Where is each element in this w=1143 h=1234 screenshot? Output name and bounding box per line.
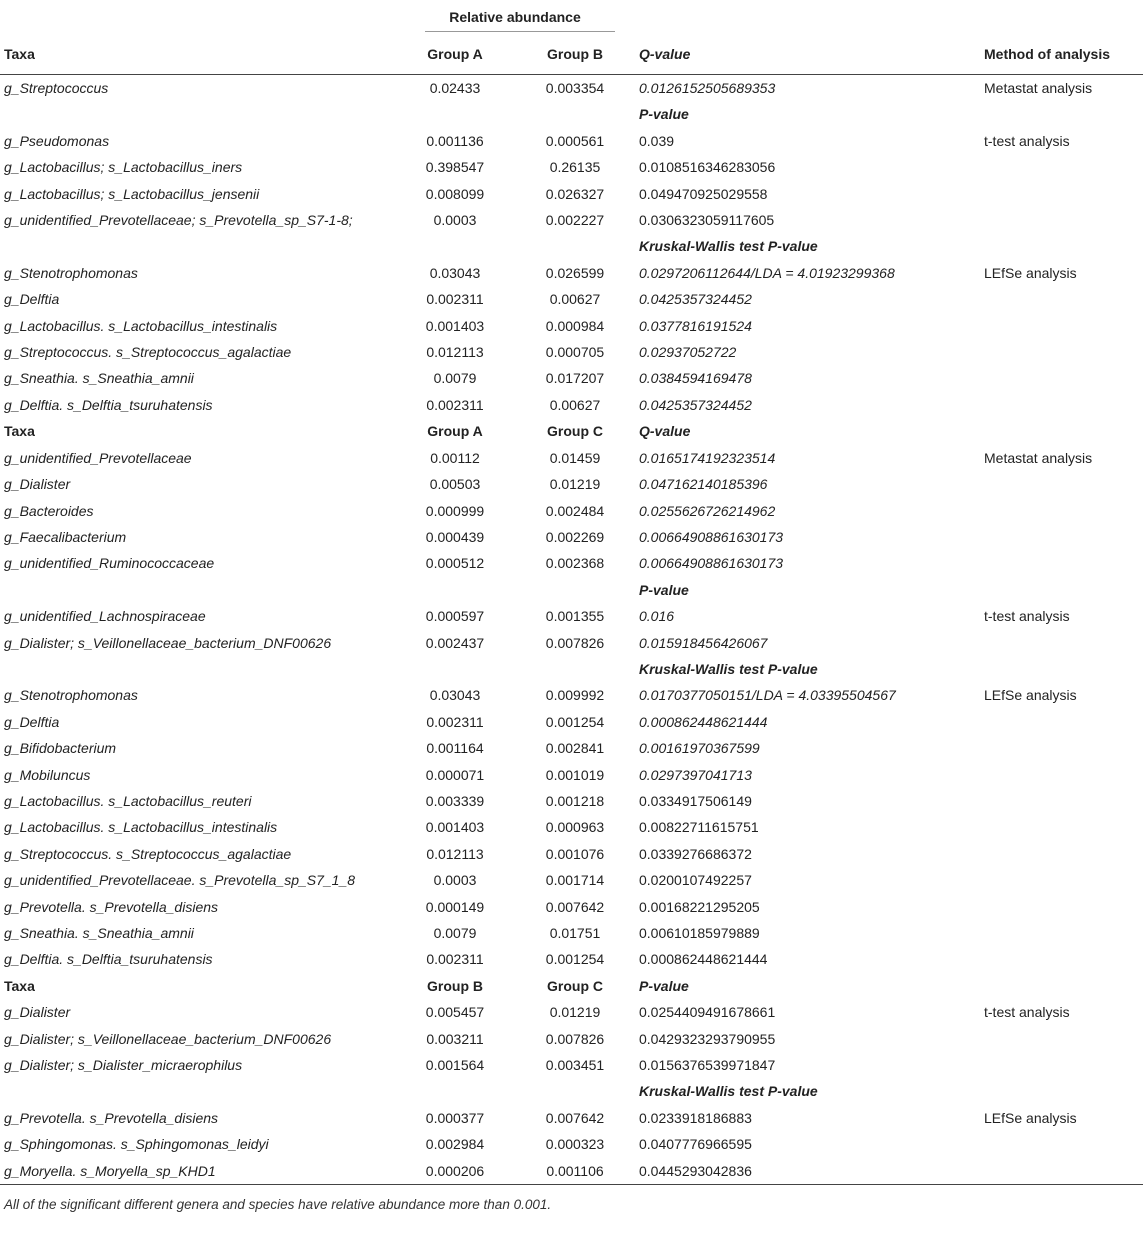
section-header-taxa: Taxa [4, 423, 35, 440]
group-value-cell: 0.003354 [545, 80, 605, 96]
empty-cell [0, 577, 395, 603]
taxa-cell: g_Dialister; s_Veillonellaceae_bacterium_DNF00626 [4, 1030, 332, 1047]
method-cell [980, 471, 1143, 497]
group-value-cell: 0.01751 [549, 925, 601, 941]
table-row [0, 1131, 1143, 1157]
group-value-cell: 0.001019 [545, 766, 605, 783]
group-value-cell: 0.000597 [425, 608, 485, 625]
stat-value-cell: 0.039 [639, 132, 675, 149]
stat-value-cell: 0.0108516346283056 [639, 159, 776, 176]
taxa-cell: g_Moryella. s_Moryella_sp_KHD1 [0, 1158, 395, 1185]
group-value-cell: 0.01219 [549, 1004, 601, 1021]
table-body [0, 75, 1143, 1185]
table-row [0, 260, 1143, 286]
group-value-cell: 0.000071 [425, 766, 485, 783]
taxa-cell: g_Streptococcus [4, 80, 109, 96]
stat-value-cell: 0.049470925029558 [639, 185, 768, 202]
table-row [0, 1052, 1143, 1078]
empty-cell [395, 101, 515, 127]
method-cell [980, 313, 1143, 339]
taxa-cell: g_Sneathia. s_Sneathia_amnii [4, 925, 194, 941]
group-value-cell: 0.026599 [545, 264, 605, 281]
relative-abundance-header: Relative abundance [395, 0, 635, 34]
group-value-cell: 0.001136 [426, 132, 484, 149]
method-cell [980, 1131, 1143, 1157]
method-cell [980, 1158, 1143, 1185]
method-cell: LEfSe analysis [984, 264, 1077, 281]
method-cell: Metastat analysis [984, 449, 1093, 466]
table-row [0, 867, 1143, 893]
group-value-cell: 0.002841 [545, 740, 605, 757]
table-row [0, 498, 1143, 524]
taxa-cell: g_Bacteroides [4, 502, 94, 519]
stat-value-cell: 0.00610185979889 [639, 925, 760, 941]
method-cell: Metastat analysis [984, 80, 1093, 96]
method-cell [980, 181, 1143, 207]
taxa-cell: g_Delftia. s_Delftia_tsuruhatensis [4, 951, 213, 968]
method-cell: t-test analysis [984, 608, 1070, 625]
group-value-cell: 0.026327 [545, 185, 605, 202]
header-underline [425, 31, 615, 32]
stat-value-cell: 0.0407776966595 [639, 1136, 752, 1153]
taxa-cell: g_Delftia [4, 713, 60, 730]
group-value-cell: 0.00627 [549, 396, 601, 413]
method-cell: LEfSe analysis [984, 1109, 1077, 1126]
group-value-cell: 0.000323 [545, 1136, 605, 1153]
taxa-cell: g_unidentified_Ruminococcaceae [4, 555, 215, 572]
group-value-cell: 0.00627 [549, 291, 601, 308]
group-value-cell: 0.007826 [545, 1030, 605, 1047]
empty-cell [0, 656, 395, 682]
table-row [0, 814, 1143, 840]
method-cell [980, 498, 1143, 524]
table-row [0, 181, 1143, 207]
taxa-cell: g_Lactobacillus. s_Lactobacillus_intestinalis [4, 317, 278, 334]
section-header-group: Group A [427, 423, 483, 440]
empty-cell [980, 1078, 1143, 1104]
group-value-cell: 0.003211 [426, 1030, 484, 1047]
group-value-cell: 0.002484 [545, 502, 605, 519]
group-value-cell: 0.0079 [433, 925, 477, 941]
taxa-cell: g_Lactobacillus. s_Lactobacillus_intestinalis [4, 819, 278, 836]
group-value-cell: 0.001254 [545, 951, 605, 968]
stat-value-cell: 0.0339276686372 [639, 845, 752, 862]
group-value-cell: 0.00112 [430, 449, 480, 466]
stat-value-cell: 0.0200107492257 [639, 872, 752, 889]
stat-value-cell: 0.0165174192323514 [639, 449, 776, 466]
group-value-cell: 0.001403 [425, 819, 485, 836]
group-value-cell: 0.012113 [426, 845, 484, 862]
method-cell [980, 339, 1143, 365]
group-value-cell: 0.009992 [545, 687, 605, 704]
taxa-cell: g_Sphingomonas. s_Sphingomonas_leidyi [4, 1136, 269, 1153]
subheader-row [0, 577, 1143, 603]
stat-value-cell: 0.0445293042836 [635, 1158, 980, 1185]
section-header-stat: P-value [639, 977, 689, 994]
stat-value-cell: 0.000862448621444 [639, 713, 768, 730]
empty-cell [980, 101, 1143, 127]
group-value-cell: 0.000963 [545, 819, 605, 836]
taxa-cell: g_Sneathia. s_Sneathia_amnii [4, 370, 194, 387]
section-header-taxa: Taxa [4, 977, 35, 994]
method-cell [980, 550, 1143, 576]
stat-value-cell: 0.00822711615751 [639, 819, 759, 836]
table-row [0, 920, 1143, 946]
group-value-cell: 0.000512 [425, 555, 485, 572]
stat-value-cell: 0.0377816191524 [639, 317, 752, 334]
taxa-cell: g_Delftia [4, 291, 60, 308]
section-header-group: Group C [547, 423, 603, 440]
group-value-cell: 0.000999 [425, 502, 485, 519]
table-row [0, 682, 1143, 708]
table-row [0, 286, 1143, 312]
stat-value-cell: 0.0334917506149 [639, 792, 752, 809]
subheader-row [0, 1078, 1143, 1104]
group-value-cell: 0.03043 [429, 687, 481, 704]
group-value-cell: 0.007642 [545, 898, 605, 915]
table-row [0, 946, 1143, 972]
group-value-cell: 0.000561 [545, 132, 605, 149]
table-row [0, 1026, 1143, 1052]
stat-value-cell: 0.00664908861630173 [639, 555, 784, 572]
table-row [0, 392, 1143, 418]
table-row [0, 207, 1143, 233]
col-header-group-b: Group B [547, 46, 603, 62]
group-value-cell: 0.002269 [545, 528, 605, 545]
group-value-cell: 0.0003 [433, 872, 477, 889]
header-row [0, 34, 1143, 75]
table-row [0, 471, 1143, 497]
stat-value-cell: 0.016 [639, 608, 675, 625]
group-value-cell: 0.001355 [545, 608, 605, 625]
taxa-cell: g_Stenotrophomonas [4, 687, 138, 704]
group-value-cell: 0.02433 [429, 80, 481, 96]
stat-value-cell: 0.0255626726214962 [639, 502, 776, 519]
empty-cell [515, 233, 635, 259]
group-value-cell: 0.000149 [425, 898, 485, 915]
taxa-cell: g_Dialister; s_Dialister_micraerophilus [4, 1057, 243, 1074]
method-cell [980, 894, 1143, 920]
table-row [0, 1105, 1143, 1131]
table-footnote: All of the significant different genera and species have relative abundance more than 0.001. [4, 1197, 552, 1213]
group-value-cell: 0.000439 [425, 528, 485, 545]
method-cell [980, 154, 1143, 180]
method-cell [980, 1052, 1143, 1078]
group-value-cell: 0.03043 [429, 264, 481, 281]
group-value-cell: 0.003339 [425, 792, 485, 809]
empty-cell [395, 577, 515, 603]
group-value-cell: 0.002311 [426, 291, 484, 308]
group-value-cell: 0.000377 [425, 1109, 485, 1126]
table-row [0, 445, 1143, 471]
table-row [0, 128, 1143, 154]
table-row [0, 735, 1143, 761]
stat-value-cell: 0.015918456426067 [639, 634, 768, 651]
stat-value-cell: 0.00664908861630173 [639, 528, 784, 545]
method-cell [980, 392, 1143, 418]
stat-subheader: Kruskal-Wallis test P-value [639, 238, 818, 255]
stat-value-cell: 0.0297206112644/LDA = 4.01923299368 [639, 264, 895, 281]
empty-cell [395, 1078, 515, 1104]
group-value-cell: 0.000206 [395, 1158, 515, 1185]
group-value-cell: 0.002311 [426, 396, 484, 413]
taxa-cell: g_Prevotella. s_Prevotella_disiens [4, 898, 219, 915]
empty-cell [980, 418, 1143, 444]
group-value-cell: 0.001564 [425, 1057, 485, 1074]
stat-value-cell: 0.00161970367599 [639, 740, 760, 757]
method-cell [980, 1026, 1143, 1052]
taxa-cell: g_unidentified_Prevotellaceae; s_Prevotella_sp_S7-1-8; [4, 212, 353, 229]
group-value-cell: 0.012113 [426, 344, 484, 361]
group-value-cell: 0.001218 [545, 792, 605, 809]
empty-cell [0, 233, 395, 259]
method-cell [980, 814, 1143, 840]
group-value-cell: 0.398547 [425, 159, 485, 176]
empty-cell [515, 1078, 635, 1104]
empty-cell [515, 656, 635, 682]
stat-value-cell: 0.0384594169478 [639, 370, 752, 387]
group-value-cell: 0.001076 [545, 845, 605, 862]
stat-value-cell: 0.000862448621444 [639, 951, 768, 968]
subheader-row [0, 233, 1143, 259]
stat-value-cell: 0.0306323059117605 [639, 212, 775, 229]
taxa-cell: g_unidentified_Prevotellaceae. s_Prevotella_sp_S7_1_8 [4, 872, 356, 889]
group-value-cell: 0.017207 [545, 370, 605, 387]
stat-subheader: P-value [639, 106, 689, 123]
table-row [0, 603, 1143, 629]
group-value-cell: 0.002227 [545, 212, 605, 229]
table-row [0, 339, 1143, 365]
method-cell [980, 207, 1143, 233]
empty-cell [0, 1078, 395, 1104]
group-value-cell: 0.000984 [545, 317, 605, 334]
empty-cell [395, 233, 515, 259]
group-value-cell: 0.002984 [425, 1136, 485, 1153]
empty-cell [0, 101, 395, 127]
group-value-cell: 0.001254 [545, 713, 605, 730]
method-cell [980, 524, 1143, 550]
group-value-cell: 0.007642 [545, 1109, 605, 1126]
stat-value-cell: 0.0425357324452 [639, 396, 752, 413]
table-row [0, 313, 1143, 339]
group-value-cell: 0.002311 [426, 951, 484, 968]
stat-value-cell: 0.0254409491678661 [639, 1004, 776, 1021]
group-value-cell: 0.0003 [433, 212, 477, 229]
method-cell [980, 709, 1143, 735]
group-value-cell: 0.002368 [545, 555, 605, 572]
table-row [0, 630, 1143, 656]
group-value-cell: 0.002437 [425, 634, 485, 651]
table-row [0, 524, 1143, 550]
stat-subheader: P-value [639, 581, 689, 598]
group-value-cell: 0.0079 [433, 370, 477, 387]
col-header-group-a: Group A [427, 46, 483, 62]
method-cell [980, 286, 1143, 312]
empty-cell [980, 577, 1143, 603]
taxa-cell: g_Stenotrophomonas [4, 264, 138, 281]
section-header-stat: Q-value [639, 423, 691, 440]
group-value-cell: 0.003451 [545, 1057, 605, 1074]
group-value-cell: 0.001106 [515, 1158, 635, 1185]
empty-cell [980, 656, 1143, 682]
taxa-cell: g_Lactobacillus; s_Lactobacillus_jensenii [4, 185, 260, 202]
method-cell [980, 920, 1143, 946]
method-cell: LEfSe analysis [984, 687, 1077, 704]
table-row [0, 894, 1143, 920]
stat-value-cell: 0.0425357324452 [639, 291, 752, 308]
section-header-group: Group B [427, 977, 483, 994]
table-row [0, 154, 1143, 180]
stat-value-cell: 0.02937052722 [639, 344, 737, 361]
group-value-cell: 0.001403 [425, 317, 485, 334]
group-value-cell: 0.26135 [549, 159, 601, 176]
stat-value-cell: 0.047162140185396 [639, 476, 768, 493]
table-row [0, 550, 1143, 576]
taxa-cell: g_Lactobacillus. s_Lactobacillus_reuteri [4, 792, 252, 809]
method-cell [980, 762, 1143, 788]
table-row [0, 841, 1143, 867]
taxa-cell: g_Dialister [4, 476, 71, 493]
table-row [0, 1158, 1143, 1185]
table-row [0, 75, 1143, 102]
stat-value-cell: 0.0429323293790955 [639, 1030, 776, 1047]
taxa-cell: g_unidentified_Lachnospiraceae [4, 608, 206, 625]
taxa-cell: g_Pseudomonas [4, 132, 110, 149]
method-cell [980, 841, 1143, 867]
group-value-cell: 0.01219 [549, 476, 601, 493]
taxa-cell: g_Streptococcus. s_Streptococcus_agalactiae [4, 344, 292, 361]
taxa-cell: g_Bifidobacterium [4, 740, 117, 757]
empty-cell [515, 577, 635, 603]
stat-value-cell: 0.00168221295205 [639, 898, 760, 915]
stat-value-cell: 0.0233918186883 [639, 1109, 752, 1126]
taxa-cell: g_unidentified_Prevotellaceae [4, 449, 192, 466]
group-value-cell: 0.008099 [425, 185, 485, 202]
method-cell [980, 630, 1143, 656]
section-header-row [0, 418, 1143, 444]
stat-subheader: Kruskal-Wallis test P-value [639, 660, 818, 677]
method-cell [980, 735, 1143, 761]
taxa-cell: g_Delftia. s_Delftia_tsuruhatensis [4, 396, 213, 413]
section-header-group: Group C [547, 977, 603, 994]
subheader-row [0, 656, 1143, 682]
taxa-cell: g_Prevotella. s_Prevotella_disiens [4, 1109, 219, 1126]
empty-cell [980, 233, 1143, 259]
empty-cell [515, 101, 635, 127]
method-cell [980, 788, 1143, 814]
group-value-cell: 0.005457 [425, 1004, 485, 1021]
col-header-taxa: Taxa [4, 46, 35, 62]
col-header-method: Method of analysis [984, 46, 1111, 62]
method-cell [980, 365, 1143, 391]
taxa-cell: g_Faecalibacterium [4, 528, 127, 545]
group-value-cell: 0.002311 [426, 713, 484, 730]
empty-cell [980, 973, 1143, 999]
stat-value-cell: 0.0297397041713 [639, 766, 752, 783]
group-value-cell: 0.000705 [545, 344, 605, 361]
stat-value-cell: 0.0170377050151/LDA = 4.03395504567 [639, 687, 896, 704]
table-row [0, 365, 1143, 391]
taxa-cell: g_Mobiluncus [4, 766, 91, 783]
group-value-cell: 0.001714 [545, 872, 605, 889]
header-row-top [0, 0, 1143, 34]
stat-subheader: Kruskal-Wallis test P-value [639, 1083, 818, 1100]
group-value-cell: 0.007826 [545, 634, 605, 651]
taxa-cell: g_Dialister [4, 1004, 71, 1021]
stat-value-cell: 0.0126152505689353 [639, 80, 776, 96]
empty-cell [395, 656, 515, 682]
section-header-row [0, 973, 1143, 999]
method-cell [980, 867, 1143, 893]
group-value-cell: 0.01459 [549, 449, 601, 466]
table-row [0, 999, 1143, 1025]
stat-value-cell: 0.0156376539971847 [639, 1057, 776, 1074]
method-cell: t-test analysis [984, 132, 1070, 149]
table-row [0, 709, 1143, 735]
group-value-cell: 0.001164 [426, 740, 484, 757]
taxa-cell: g_Lactobacillus; s_Lactobacillus_iners [4, 159, 243, 176]
taxa-cell: g_Streptococcus. s_Streptococcus_agalactiae [4, 845, 292, 862]
method-cell: t-test analysis [984, 1004, 1070, 1021]
subheader-row [0, 101, 1143, 127]
table-row [0, 762, 1143, 788]
col-header-qvalue: Q-value [639, 46, 691, 62]
table-row [0, 788, 1143, 814]
method-cell [980, 946, 1143, 972]
group-value-cell: 0.00503 [429, 476, 481, 493]
taxa-cell: g_Dialister; s_Veillonellaceae_bacterium_DNF00626 [4, 634, 332, 651]
